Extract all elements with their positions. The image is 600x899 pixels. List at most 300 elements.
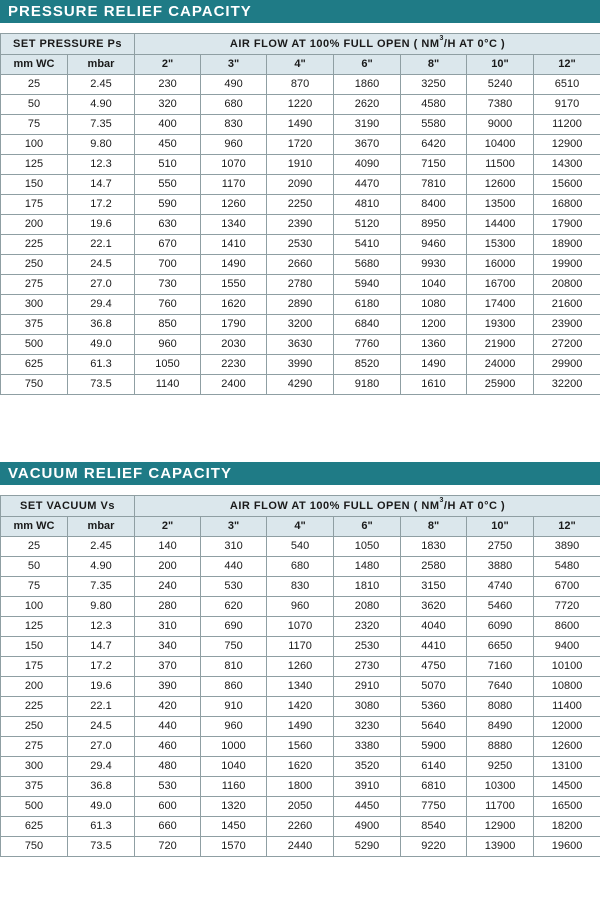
table-cell: 1490: [201, 255, 267, 275]
table-cell: 1910: [267, 155, 334, 175]
column-header: 10": [467, 517, 534, 537]
table-cell: 910: [201, 697, 267, 717]
table-cell: 630: [135, 215, 201, 235]
table-cell: 10300: [467, 777, 534, 797]
table-cell: 13900: [467, 837, 534, 857]
table-cell: 2030: [201, 335, 267, 355]
table-cell: 4740: [467, 577, 534, 597]
table-row: [1, 275, 600, 295]
table-cell: 440: [135, 717, 201, 737]
table-cell: 320: [135, 95, 201, 115]
table-cell: 310: [135, 617, 201, 637]
table-cell: 760: [135, 295, 201, 315]
table-cell: 10400: [467, 135, 534, 155]
table-cell: 11700: [467, 797, 534, 817]
table-cell: 3890: [534, 537, 600, 557]
table-cell: 19900: [534, 255, 600, 275]
table-cell: 6840: [334, 315, 401, 335]
table-cell: 5640: [401, 717, 467, 737]
table-cell: 10100: [534, 657, 600, 677]
table-cell: 29.4: [68, 295, 135, 315]
table-cell: 4580: [401, 95, 467, 115]
table-cell: 7380: [467, 95, 534, 115]
table-cell: 4900: [334, 817, 401, 837]
table-cell: 22.1: [68, 697, 135, 717]
table-cell: 440: [201, 557, 267, 577]
table-cell: 860: [201, 677, 267, 697]
table-row: [1, 95, 600, 115]
table-cell: 5240: [467, 75, 534, 95]
table-cell: 6090: [467, 617, 534, 637]
table-cell: 5410: [334, 235, 401, 255]
table-cell: 730: [135, 275, 201, 295]
vacuum-relief-section: [0, 462, 600, 857]
table-cell: 1610: [401, 375, 467, 395]
table-cell: 75: [1, 577, 68, 597]
table-cell: 200: [135, 557, 201, 577]
table-cell: 4090: [334, 155, 401, 175]
table-cell: 6510: [534, 75, 600, 95]
table-cell: 1340: [267, 677, 334, 697]
table-cell: 275: [1, 737, 68, 757]
table-cell: 4750: [401, 657, 467, 677]
table-row: [1, 375, 600, 395]
column-header: 3": [201, 517, 267, 537]
table-cell: 1620: [267, 757, 334, 777]
table-cell: 36.8: [68, 315, 135, 335]
table-cell: 73.5: [68, 375, 135, 395]
table-cell: 310: [201, 537, 267, 557]
table-cell: 17.2: [68, 657, 135, 677]
table-cell: 125: [1, 617, 68, 637]
column-header: 2": [135, 517, 201, 537]
table-cell: 375: [1, 315, 68, 335]
table-cell: 8600: [534, 617, 600, 637]
table-row: [1, 335, 600, 355]
table-cell: 11400: [534, 697, 600, 717]
table-cell: 4810: [334, 195, 401, 215]
table-cell: 2.45: [68, 537, 135, 557]
table-cell: 1480: [334, 557, 401, 577]
table-row: [1, 355, 600, 375]
table-cell: 4470: [334, 175, 401, 195]
table-cell: 2530: [334, 637, 401, 657]
table-row: [1, 215, 600, 235]
table-cell: 1720: [267, 135, 334, 155]
table-cell: 3080: [334, 697, 401, 717]
table-row: [1, 617, 600, 637]
table-cell: 3520: [334, 757, 401, 777]
table-cell: 5900: [401, 737, 467, 757]
table-cell: 16800: [534, 195, 600, 215]
column-header: 6": [334, 55, 401, 75]
table-row: [1, 757, 600, 777]
table-cell: 27200: [534, 335, 600, 355]
table-cell: 670: [135, 235, 201, 255]
table-cell: 9000: [467, 115, 534, 135]
pressure-relief-section: [0, 0, 600, 395]
table-cell: 3200: [267, 315, 334, 335]
table-row: [1, 637, 600, 657]
table-cell: 50: [1, 95, 68, 115]
table-cell: 300: [1, 295, 68, 315]
table-cell: 7640: [467, 677, 534, 697]
table-cell: 8080: [467, 697, 534, 717]
table-cell: 1170: [267, 637, 334, 657]
table-cell: 9400: [534, 637, 600, 657]
table-cell: 3150: [401, 577, 467, 597]
table-cell: 8520: [334, 355, 401, 375]
table-row: [1, 75, 600, 95]
table-cell: 16500: [534, 797, 600, 817]
table-row: [1, 737, 600, 757]
table-cell: 19.6: [68, 215, 135, 235]
table-cell: 7.35: [68, 115, 135, 135]
table-cell: 50: [1, 557, 68, 577]
table-cell: 1320: [201, 797, 267, 817]
table-cell: 1260: [267, 657, 334, 677]
table-cell: 15300: [467, 235, 534, 255]
table-cell: 810: [201, 657, 267, 677]
table-cell: 1810: [334, 577, 401, 597]
table-cell: 1140: [135, 375, 201, 395]
table-cell: 3910: [334, 777, 401, 797]
table-row: [1, 777, 600, 797]
table-cell: 14400: [467, 215, 534, 235]
table-row: [1, 255, 600, 275]
table-cell: 27.0: [68, 275, 135, 295]
table-cell: 2390: [267, 215, 334, 235]
table-cell: 1490: [267, 717, 334, 737]
table-cell: 250: [1, 255, 68, 275]
column-header: mbar: [68, 55, 135, 75]
table-cell: 25: [1, 75, 68, 95]
table-cell: 2780: [267, 275, 334, 295]
table-cell: 750: [1, 375, 68, 395]
table-cell: 25: [1, 537, 68, 557]
table-cell: 23900: [534, 315, 600, 335]
table-cell: 620: [201, 597, 267, 617]
table-cell: 1360: [401, 335, 467, 355]
table-row: [1, 557, 600, 577]
table-cell: 280: [135, 597, 201, 617]
table-cell: 150: [1, 637, 68, 657]
table-cell: 680: [201, 95, 267, 115]
vacuum-column-headers: [1, 517, 600, 537]
table-cell: 3670: [334, 135, 401, 155]
table-cell: 450: [135, 135, 201, 155]
table-cell: 5290: [334, 837, 401, 857]
table-cell: 11500: [467, 155, 534, 175]
table-row: [1, 315, 600, 335]
table-cell: 75: [1, 115, 68, 135]
table-cell: 19600: [534, 837, 600, 857]
table-row: [1, 135, 600, 155]
table-row: [1, 155, 600, 175]
table-cell: 375: [1, 777, 68, 797]
table-cell: 24.5: [68, 255, 135, 275]
table-cell: 3230: [334, 717, 401, 737]
table-cell: 960: [135, 335, 201, 355]
table-row: [1, 295, 600, 315]
column-header: 8": [401, 55, 467, 75]
table-cell: 5360: [401, 697, 467, 717]
table-cell: 2250: [267, 195, 334, 215]
vacuum-table-body: [1, 537, 600, 857]
table-cell: 3880: [467, 557, 534, 577]
pressure-title: PRESSURE RELIEF CAPACITY: [0, 0, 600, 23]
table-cell: 150: [1, 175, 68, 195]
table-cell: 2580: [401, 557, 467, 577]
table-cell: 7760: [334, 335, 401, 355]
table-cell: 2080: [334, 597, 401, 617]
pressure-table: [0, 33, 600, 395]
table-cell: 5120: [334, 215, 401, 235]
table-cell: 1410: [201, 235, 267, 255]
table-cell: 1800: [267, 777, 334, 797]
table-cell: 4.90: [68, 95, 135, 115]
table-cell: 490: [201, 75, 267, 95]
table-cell: 1050: [334, 537, 401, 557]
table-cell: 19.6: [68, 677, 135, 697]
table-cell: 49.0: [68, 335, 135, 355]
vacuum-title: VACUUM RELIEF CAPACITY: [0, 462, 600, 485]
set-pressure-header: SET PRESSURE Ps: [1, 34, 135, 55]
table-cell: 2890: [267, 295, 334, 315]
table-cell: 9930: [401, 255, 467, 275]
table-cell: 7810: [401, 175, 467, 195]
table-cell: 850: [135, 315, 201, 335]
table-cell: 6650: [467, 637, 534, 657]
table-row: [1, 797, 600, 817]
table-cell: 20800: [534, 275, 600, 295]
table-cell: 1000: [201, 737, 267, 757]
set-vacuum-header: SET VACUUM Vs: [1, 496, 135, 517]
table-cell: 140: [135, 537, 201, 557]
table-cell: 9250: [467, 757, 534, 777]
table-row: [1, 717, 600, 737]
table-row: [1, 837, 600, 857]
table-cell: 12.3: [68, 617, 135, 637]
table-cell: 500: [1, 797, 68, 817]
table-cell: 73.5: [68, 837, 135, 857]
table-cell: 12.3: [68, 155, 135, 175]
table-cell: 3990: [267, 355, 334, 375]
table-row: [1, 175, 600, 195]
table-cell: 960: [201, 717, 267, 737]
table-cell: 2320: [334, 617, 401, 637]
table-cell: 870: [267, 75, 334, 95]
table-cell: 1560: [267, 737, 334, 757]
table-cell: 4.90: [68, 557, 135, 577]
table-cell: 500: [1, 335, 68, 355]
table-cell: 2440: [267, 837, 334, 857]
table-cell: 5460: [467, 597, 534, 617]
table-cell: 2530: [267, 235, 334, 255]
table-cell: 7720: [534, 597, 600, 617]
table-cell: 16700: [467, 275, 534, 295]
pressure-table-body: [1, 75, 600, 395]
column-header: mm WC: [1, 55, 68, 75]
column-header: 4": [267, 55, 334, 75]
table-cell: 1490: [401, 355, 467, 375]
table-cell: 3620: [401, 597, 467, 617]
table-cell: 720: [135, 837, 201, 857]
table-cell: 3630: [267, 335, 334, 355]
table-cell: 24000: [467, 355, 534, 375]
table-cell: 530: [201, 577, 267, 597]
table-cell: 1040: [201, 757, 267, 777]
table-cell: 1080: [401, 295, 467, 315]
table-cell: 2050: [267, 797, 334, 817]
table-row: [1, 115, 600, 135]
table-cell: 12900: [534, 135, 600, 155]
table-cell: 8880: [467, 737, 534, 757]
table-cell: 2090: [267, 175, 334, 195]
column-header: mbar: [68, 517, 135, 537]
table-row: [1, 235, 600, 255]
table-row: [1, 195, 600, 215]
table-cell: 7750: [401, 797, 467, 817]
column-header: mm WC: [1, 517, 68, 537]
table-cell: 1830: [401, 537, 467, 557]
table-cell: 6700: [534, 577, 600, 597]
table-cell: 2730: [334, 657, 401, 677]
table-cell: 7160: [467, 657, 534, 677]
table-cell: 32200: [534, 375, 600, 395]
table-cell: 200: [1, 677, 68, 697]
table-cell: 11200: [534, 115, 600, 135]
table-row: [1, 657, 600, 677]
table-cell: 175: [1, 657, 68, 677]
table-cell: 21900: [467, 335, 534, 355]
table-cell: 17900: [534, 215, 600, 235]
table-cell: 12900: [467, 817, 534, 837]
table-cell: 550: [135, 175, 201, 195]
table-cell: 10800: [534, 677, 600, 697]
table-cell: 510: [135, 155, 201, 175]
column-header: 10": [467, 55, 534, 75]
table-cell: 750: [1, 837, 68, 857]
table-cell: 600: [135, 797, 201, 817]
table-cell: 4450: [334, 797, 401, 817]
column-header: 3": [201, 55, 267, 75]
table-cell: 5480: [534, 557, 600, 577]
table-row: [1, 597, 600, 617]
table-cell: 25900: [467, 375, 534, 395]
table-cell: 6180: [334, 295, 401, 315]
table-cell: 660: [135, 817, 201, 837]
table-cell: 8540: [401, 817, 467, 837]
pressure-column-headers: [1, 55, 600, 75]
table-cell: 230: [135, 75, 201, 95]
table-cell: 8490: [467, 717, 534, 737]
table-cell: 9.80: [68, 135, 135, 155]
table-cell: 7.35: [68, 577, 135, 597]
table-cell: 420: [135, 697, 201, 717]
table-cell: 4410: [401, 637, 467, 657]
table-cell: 12600: [467, 175, 534, 195]
table-cell: 1550: [201, 275, 267, 295]
table-cell: 13500: [467, 195, 534, 215]
table-cell: 480: [135, 757, 201, 777]
table-cell: 175: [1, 195, 68, 215]
table-cell: 750: [201, 637, 267, 657]
table-cell: 1570: [201, 837, 267, 857]
table-cell: 14300: [534, 155, 600, 175]
column-header: 2": [135, 55, 201, 75]
table-cell: 1220: [267, 95, 334, 115]
vacuum-table: [0, 495, 600, 857]
table-cell: 1860: [334, 75, 401, 95]
table-cell: 9180: [334, 375, 401, 395]
table-cell: 250: [1, 717, 68, 737]
table-cell: 2660: [267, 255, 334, 275]
table-cell: 5580: [401, 115, 467, 135]
table-cell: 5680: [334, 255, 401, 275]
table-cell: 9460: [401, 235, 467, 255]
table-cell: 275: [1, 275, 68, 295]
airflow-header: AIR FLOW AT 100% FULL OPEN ( $NM^3/H$ AT 0°C ): [135, 34, 600, 55]
table-cell: 700: [135, 255, 201, 275]
table-cell: 6420: [401, 135, 467, 155]
table-cell: 530: [135, 777, 201, 797]
table-cell: 61.3: [68, 355, 135, 375]
table-cell: 200: [1, 215, 68, 235]
table-cell: 1620: [201, 295, 267, 315]
table-cell: 1040: [401, 275, 467, 295]
table-cell: 18200: [534, 817, 600, 837]
table-cell: 4040: [401, 617, 467, 637]
table-cell: 3190: [334, 115, 401, 135]
table-cell: 540: [267, 537, 334, 557]
table-cell: 22.1: [68, 235, 135, 255]
table-cell: 3380: [334, 737, 401, 757]
table-cell: 14.7: [68, 637, 135, 657]
table-cell: 4290: [267, 375, 334, 395]
table-cell: 27.0: [68, 737, 135, 757]
table-cell: 1260: [201, 195, 267, 215]
column-header: 6": [334, 517, 401, 537]
table-cell: 225: [1, 235, 68, 255]
table-cell: 49.0: [68, 797, 135, 817]
table-row: [1, 697, 600, 717]
table-cell: 2620: [334, 95, 401, 115]
table-cell: 15600: [534, 175, 600, 195]
table-cell: 6140: [401, 757, 467, 777]
column-header: 8": [401, 517, 467, 537]
table-cell: 61.3: [68, 817, 135, 837]
table-row: [1, 577, 600, 597]
table-cell: 36.8: [68, 777, 135, 797]
table-cell: 1490: [267, 115, 334, 135]
table-cell: 1160: [201, 777, 267, 797]
table-cell: 125: [1, 155, 68, 175]
table-cell: 17400: [467, 295, 534, 315]
table-cell: 14500: [534, 777, 600, 797]
table-cell: 16000: [467, 255, 534, 275]
table-cell: 830: [267, 577, 334, 597]
table-cell: 14.7: [68, 175, 135, 195]
table-cell: 9220: [401, 837, 467, 857]
table-cell: 100: [1, 597, 68, 617]
table-cell: 29.4: [68, 757, 135, 777]
table-cell: 19300: [467, 315, 534, 335]
table-cell: 370: [135, 657, 201, 677]
airflow-header: AIR FLOW AT 100% FULL OPEN ( $NM^3/H$ AT 0°C ): [135, 496, 600, 517]
column-header: 12": [534, 55, 600, 75]
table-cell: 1450: [201, 817, 267, 837]
